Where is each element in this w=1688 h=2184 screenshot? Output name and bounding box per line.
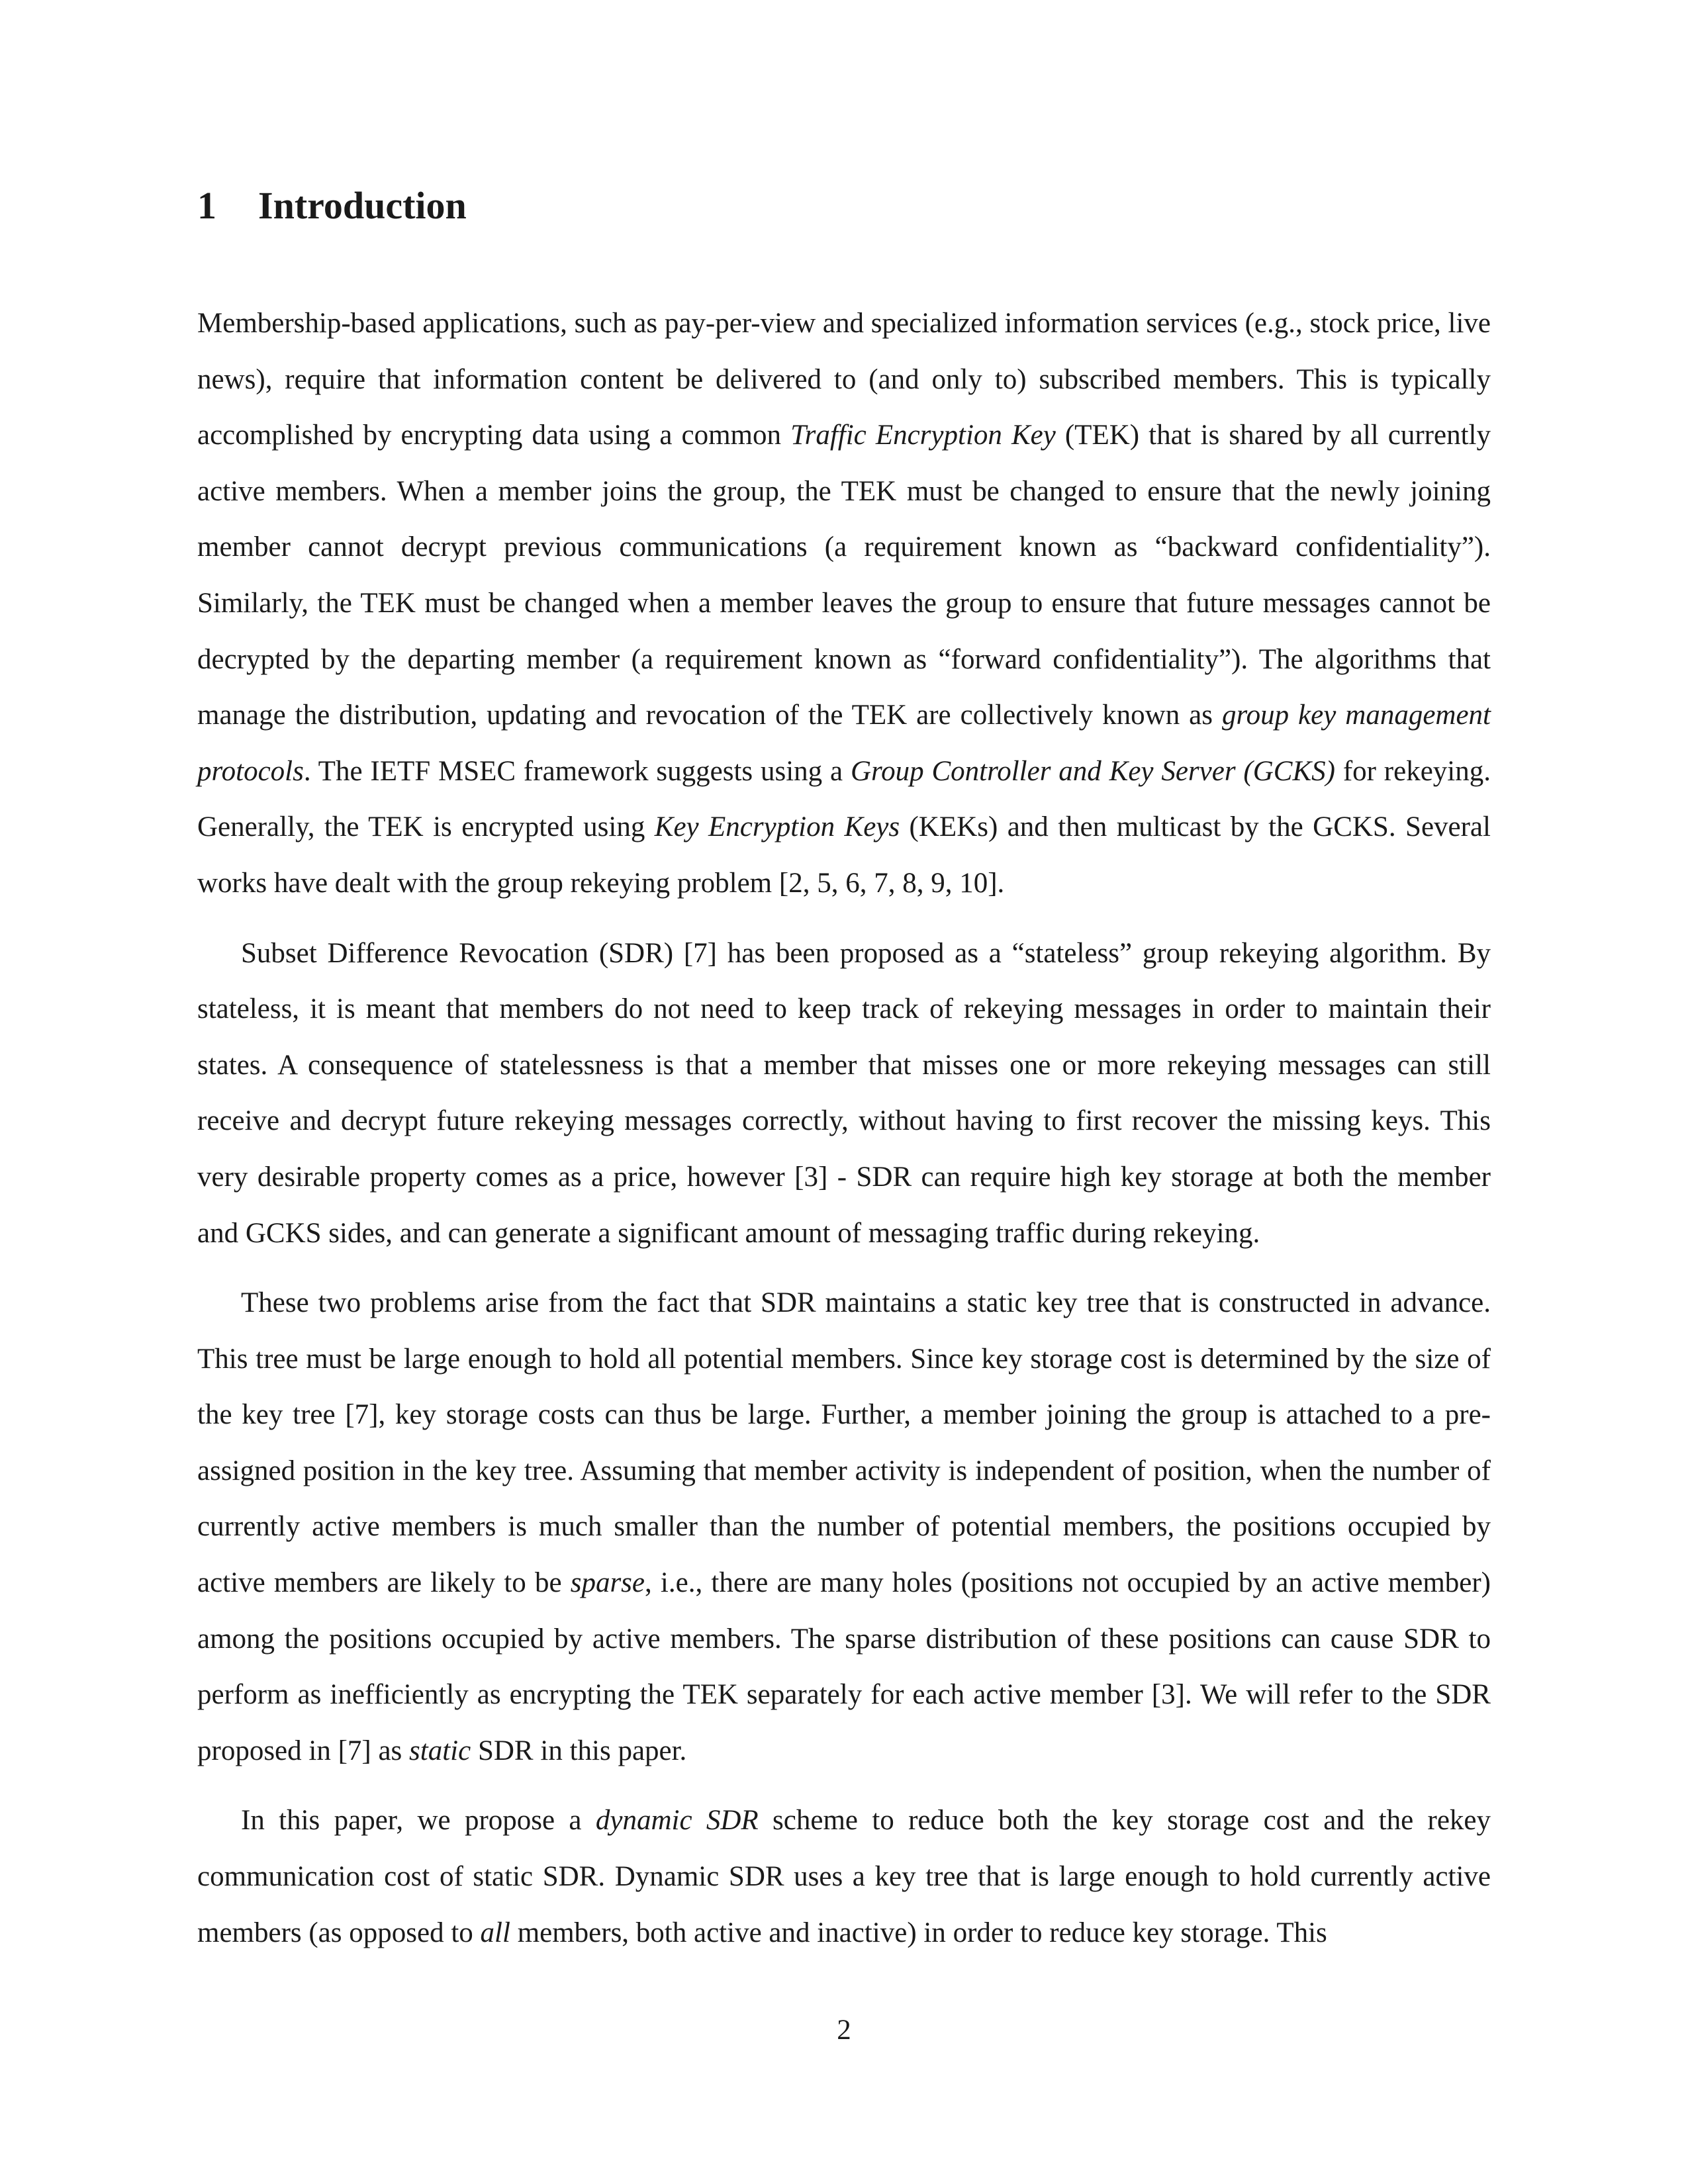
text-run: In this paper, we propose a bbox=[241, 1805, 596, 1837]
emphasis-term: Key Encryption Keys bbox=[654, 811, 900, 843]
emphasis-term: static bbox=[409, 1735, 471, 1766]
text-run: SDR in this paper. bbox=[471, 1735, 687, 1766]
paragraph-1 bbox=[197, 296, 1491, 912]
emphasis-term: Group Controller and Key Server (GCKS) bbox=[850, 755, 1335, 787]
text-run: Membership-based applications, such as pay-per-view and specialized information services (e.g., stock price, live news), require that information content be delivered to (and only to) subscribed members. This is typically accomplished by encrypting data using a common bbox=[197, 308, 1491, 451]
paragraph-4 bbox=[197, 1793, 1491, 1961]
text-run: (KEKs) and then multicast by the GCKS. Several works have dealt with the group rekeying problem [2, 5, 6, 7, 8, 9, 10]. bbox=[197, 811, 1491, 899]
text-run: , i.e., there are many holes (positions not occupied by an active member) among the positions occupied by active members. The sparse distribution of these positions can cause SDR to perform as inefficiently as encrypting the TEK separately for each active member [3]. We will refer to the SDR proposed in [7] as bbox=[197, 1567, 1491, 1766]
body-text bbox=[197, 296, 1491, 1961]
text-run: scheme to reduce both the key storage cost and the rekey communication cost of static SDR. Dynamic SDR uses a key tree that is large enough to hold currently active members (as opposed to bbox=[197, 1805, 1491, 1948]
section-heading bbox=[197, 184, 467, 227]
section-title: Introduction bbox=[258, 184, 467, 227]
emphasis-term: dynamic SDR bbox=[595, 1805, 759, 1837]
emphasis-term: Traffic Encryption Key bbox=[790, 420, 1056, 451]
text-run: These two problems arise from the fact that SDR maintains a static key tree that is constructed in advance. This tree must be large enough to hold all potential members. Since key storage cost is determined by the size of the key tree [7], key storage costs can thus be large. Further, a member joining the group is attached to a pre-assigned position in the key tree. Assuming that member activity is independent of position, when the number of currently active members is much smaller than the number of potential members, the positions occupied by active members are likely to be bbox=[197, 1287, 1491, 1599]
text-run: for rekeying. Generally, the TEK is encrypted using bbox=[197, 755, 1491, 843]
emphasis-term: all bbox=[480, 1917, 510, 1948]
text-run: members, both active and inactive) in order to reduce key storage. This bbox=[510, 1917, 1327, 1948]
text-run: . The IETF MSEC framework suggests using a bbox=[303, 755, 851, 787]
section-number: 1 bbox=[197, 184, 216, 227]
emphasis-term: sparse bbox=[570, 1567, 645, 1599]
page-number: 2 bbox=[837, 2015, 851, 2046]
text-run: Subset Difference Revocation (SDR) [7] has been proposed as a “stateless” group rekeying algorithm. By stateless, it is meant that members do not need to keep track of rekeying messages in order to maintain their states. A consequence of statelessness is that a member that misses one or more rekeying messages can still receive and decrypt future rekeying messages correctly, without having to first recover the missing keys. This very desirable property comes as a price, however [3] - SDR can require high key storage at both the member and GCKS sides, and can generate a significant amount of messaging traffic during rekeying. bbox=[197, 937, 1491, 1249]
paragraph-3 bbox=[197, 1275, 1491, 1779]
text-run: (TEK) that is shared by all currently active members. When a member joins the group, the TEK must be changed to ensure that the newly joining member cannot decrypt previous communications (a requirement known as “backward confidentiality”). Similarly, the TEK must be changed when a member leaves the group to ensure that future messages cannot be decrypted by the departing member (a requirement known as “forward confidentiality”). The algorithms that manage the distribution, updating and revocation of the TEK are collectively known as bbox=[197, 420, 1491, 731]
paragraph-2 bbox=[197, 926, 1491, 1262]
emphasis-term: group key management protocols bbox=[197, 700, 1491, 787]
